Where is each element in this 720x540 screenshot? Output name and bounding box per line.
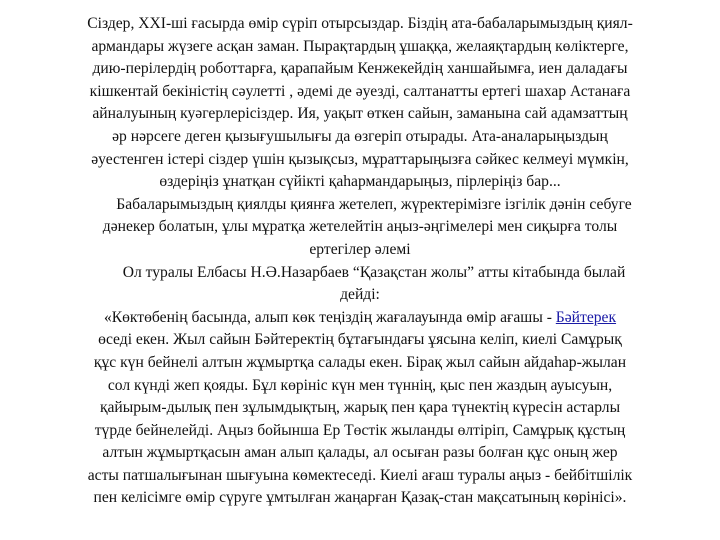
text-line-15: өседі екен. Жыл сайын Бәйтеректің бұтағындағы ұясына келіп, киелі Самұрық — [98, 331, 622, 349]
text-line-10: дәнекер болатын, ұлы мұратқа жетелейтін аңыз-әңгімелері мен сиқырға толы — [102, 218, 618, 236]
text-line-6: әр нәрсеге деген қызығушылығы да өзгеріп отырады. Ата-аналарыңыздың — [112, 127, 608, 145]
text-line-14 — [20, 307, 700, 330]
text-line-11: ертегілер әлемі — [309, 240, 411, 258]
text-line-17: сол күнді жеп қояды. Бұл көрініс күн мен түннің, қыс пен жаздың ауысуын, — [107, 376, 613, 394]
baiterek-link[interactable]: Бәйтерек — [555, 308, 617, 326]
text-line-8: өздеріңіз ұнатқан сүйікті қаһармандарыңыз, пірлеріңіз бар... — [159, 173, 561, 191]
text-line-2: армандары жүзеге асқан заман. Пырақтардың ұшаққа, желаяқтардың көліктерге, — [91, 37, 629, 55]
text-line-13: дейді: — [340, 286, 380, 304]
text-line-3: дию-перілердің роботтарға, қарапайым Кенжекейдің ханшайымға, иен даладағы — [92, 60, 628, 78]
text-line-7: әуестенген істері сіздер үшін қызықсыз, мұраттарыңызға сәйкес келмеуі мүмкін, — [91, 150, 629, 168]
text-line-19: түрде бейнелейді. Аңыз бойынша Ер Төстік жыланды өлтіріп, Самұрық құстың — [94, 421, 626, 439]
text-line-14-text: «Көктөбенің басында, алып көк теңіздің жағалауында өмір ағашы - — [103, 308, 556, 326]
text-line-21: асты патшалығынан шығуына көмектеседі. Киелі ағаш туралы аңыз - бейбітшілік — [87, 466, 633, 484]
text-line-22: пен келісімге өмір сүруге ұмтылған жаңарған Қазақ-стан мақсатының көрінісі». — [93, 489, 627, 507]
text-line-18: қайырым-дылық пен зұлымдықтың, жарық пен қара түнектің күресін астарлы — [99, 399, 621, 417]
text-line-1: Сіздер, XXI-ші ғасырда өмір сүріп отырсыздар. Біздің ата-бабаларымыздың қиял- — [87, 15, 633, 32]
text-line-9: Бабаларымыздың қиялды қиянға жетелеп, жүректерімізге ізгілік дәнін себуге — [116, 195, 632, 213]
text-line-5: айналуының куәгерлерісіздер. Ия, уақыт өткен сайын, заманына сай адамзаттың — [92, 105, 628, 123]
text-line-4: кішкентай бекіністің сәулетті , әдемі де әуезді, салтанатты ертегі шахар Астанаға — [89, 82, 631, 100]
text-line-20: алтын жұмыртқасын аман алып қалады, ал осыған разы болған құс оның жер — [102, 444, 618, 462]
text-line-16: құс күн бейнелі алтын жұмыртқа салады екен. Бірақ жыл сайын айдаһар-жылан — [93, 353, 627, 371]
text-line-12: Ол туралы Елбасы Н.Ә.Назарбаев “Қазақстан жолы” атты кітабында былай — [122, 263, 626, 281]
